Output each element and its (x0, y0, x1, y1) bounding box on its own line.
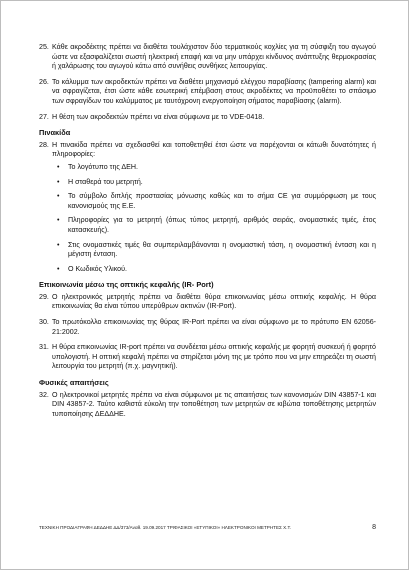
item-number: 26. (39, 77, 49, 86)
list-item-29 (39, 293, 376, 312)
bullet-item: • Στις ονομαστικές τιμές θα συμπεριλαμβάνονται η ονομαστική τάση, η ονομαστική ένταση και η μέγιστη ένταση. (52, 241, 376, 260)
bullet-item: • Πληροφορίες για το μετρητή (όπως τύπος μετρητή, αριθμός σειράς, ονομαστικές τιμές, έτος κατασκευής). (52, 216, 376, 235)
item-text: Κάθε ακροδέκτης πρέπει να διαθέτει τουλάχιστον δύο τερματικούς κοχλίες για τη σύσφιξη του αγωγού ώστε να εξασφαλίζεται σωστή ηλεκτρική επαφή και να μην υπάρχει κίνδυνος ανάπτυξης θερμοκρασίας ή χαλάρωσης του αγωγού κάτω από συνήθεις συνθήκες λειτουργίας. (52, 43, 376, 71)
bullet-item: • Η σταθερά του μετρητή. (52, 178, 376, 188)
item-text: Η θύρα επικοινωνίας IR-port πρέπει να συνδέεται μέσω οπτικής κεφαλής με φορητή συσκευή ή φορητό υπολογιστή. Η οπτική κεφαλή πρέπει να στηρίζεται μόνη της με τρόπο που να μην επηρεάζει τη σωστή λειτουργία του μετρητή (π.χ. μαγνητική). (52, 343, 376, 371)
item-text: Το πρωτόκολλο επικοινωνίας της θύρας IR-Port πρέπει να είναι σύμφωνο με το πρότυπο EN 62056-21:2002. (52, 318, 376, 336)
item-number: 27. (39, 112, 49, 121)
bullet-list (52, 163, 376, 274)
list-item-32 (39, 391, 376, 420)
footer-text: ΤΕΧΝΙΚΗ ΠΡΟΔΙΑΓΡΑΦΗ ΔΕΔΔΗΕ ΔΔ/373/Αναθ. 19.09.2017 ΤΡΙΦΑΣΙΚΟΙ «ΕΤΥΠΙΚΟΙ» ΗΛΕΚΤΡΟΝΙΚΟΙ ΜΕΤΡΗΤΕΣ Χ.Τ. (39, 525, 292, 530)
list-item-26 (39, 78, 376, 107)
item-text: Η πινακίδα πρέπει να σχεδιασθεί και τοποθετηθεί έτσι ώστε να παρέχονται οι κάτωθι δυνατότητες ή πληροφορίες: (52, 140, 376, 159)
list-item-25 (39, 43, 376, 72)
list-item-31 (39, 343, 376, 372)
item-text: Το κάλυμμα των ακροδεκτών πρέπει να διαθέτει μηχανισμό ελέγχου παραβίασης (tampering alarm) και να σφραγίζεται, έτσι ώστε κάθε εσωτερική επέμβαση στους ακροδέκτες να προϋποθέτει το σπάσιμο των σφραγίδων του καλύμματος με ταυτόχρονη ενεργοποίηση σήματος παραβίασης (alarm). (52, 77, 376, 105)
section-heading-pinakida: Πινακίδα (39, 128, 71, 138)
page-content (39, 43, 376, 425)
list-item-30 (39, 318, 376, 337)
bullet-item: • Το σύμβολο διπλής προστασίας μόνωσης καθώς και το σήμα CE για συμμόρφωση με τους κανονισμούς της Ε.Ε. (52, 192, 376, 211)
item-number: 25. (39, 43, 49, 51)
item-number: 28. (39, 140, 49, 149)
page-footer (39, 524, 376, 531)
item-number: 32. (39, 390, 49, 399)
item-number: 31. (39, 343, 49, 352)
bullet-item: • Ο Κωδικός Υλικού. (52, 265, 376, 275)
page-number: 8 (372, 524, 376, 531)
item-number: 29. (39, 292, 49, 301)
item-number: 30. (39, 318, 49, 327)
item-text: Ο ηλεκτρονικοί μετρητές πρέπει να είναι σύμφωνοι με τις απαιτήσεις των κανονισμών DIN 43857-1 και DIN 43857-2. Ταύτο καθιστά εύκολη την τοποθέτηση των μετρητών σε κιβώτια τοποθέτησης μετρητών τυποποίησης ΔΕΔΔΗΕ. (52, 390, 376, 418)
list-item-27 (39, 113, 376, 123)
bullet-item: • Το λογότυπο της ΔΕΗ. (52, 163, 376, 173)
item-text: Ο ηλεκτρονικός μετρητής πρέπει να διαθέτει θύρα επικοινωνίας μέσω οπτικής κεφαλής. Η θύρα επικοινωνίας θα είναι τύπου υπερύθρων ακτινών (IR-Port). (52, 292, 376, 311)
list-item-28 (39, 141, 376, 275)
item-text: Η θέση των ακροδεκτών πρέπει να είναι σύμφωνα με το VDE-0418. (52, 112, 265, 121)
section-heading-physical: Φυσικές απαιτήσεις (39, 378, 109, 388)
section-heading-ir-port: Επικοινωνία μέσω της οπτικής κεφαλής (IR- Port) (39, 280, 214, 290)
